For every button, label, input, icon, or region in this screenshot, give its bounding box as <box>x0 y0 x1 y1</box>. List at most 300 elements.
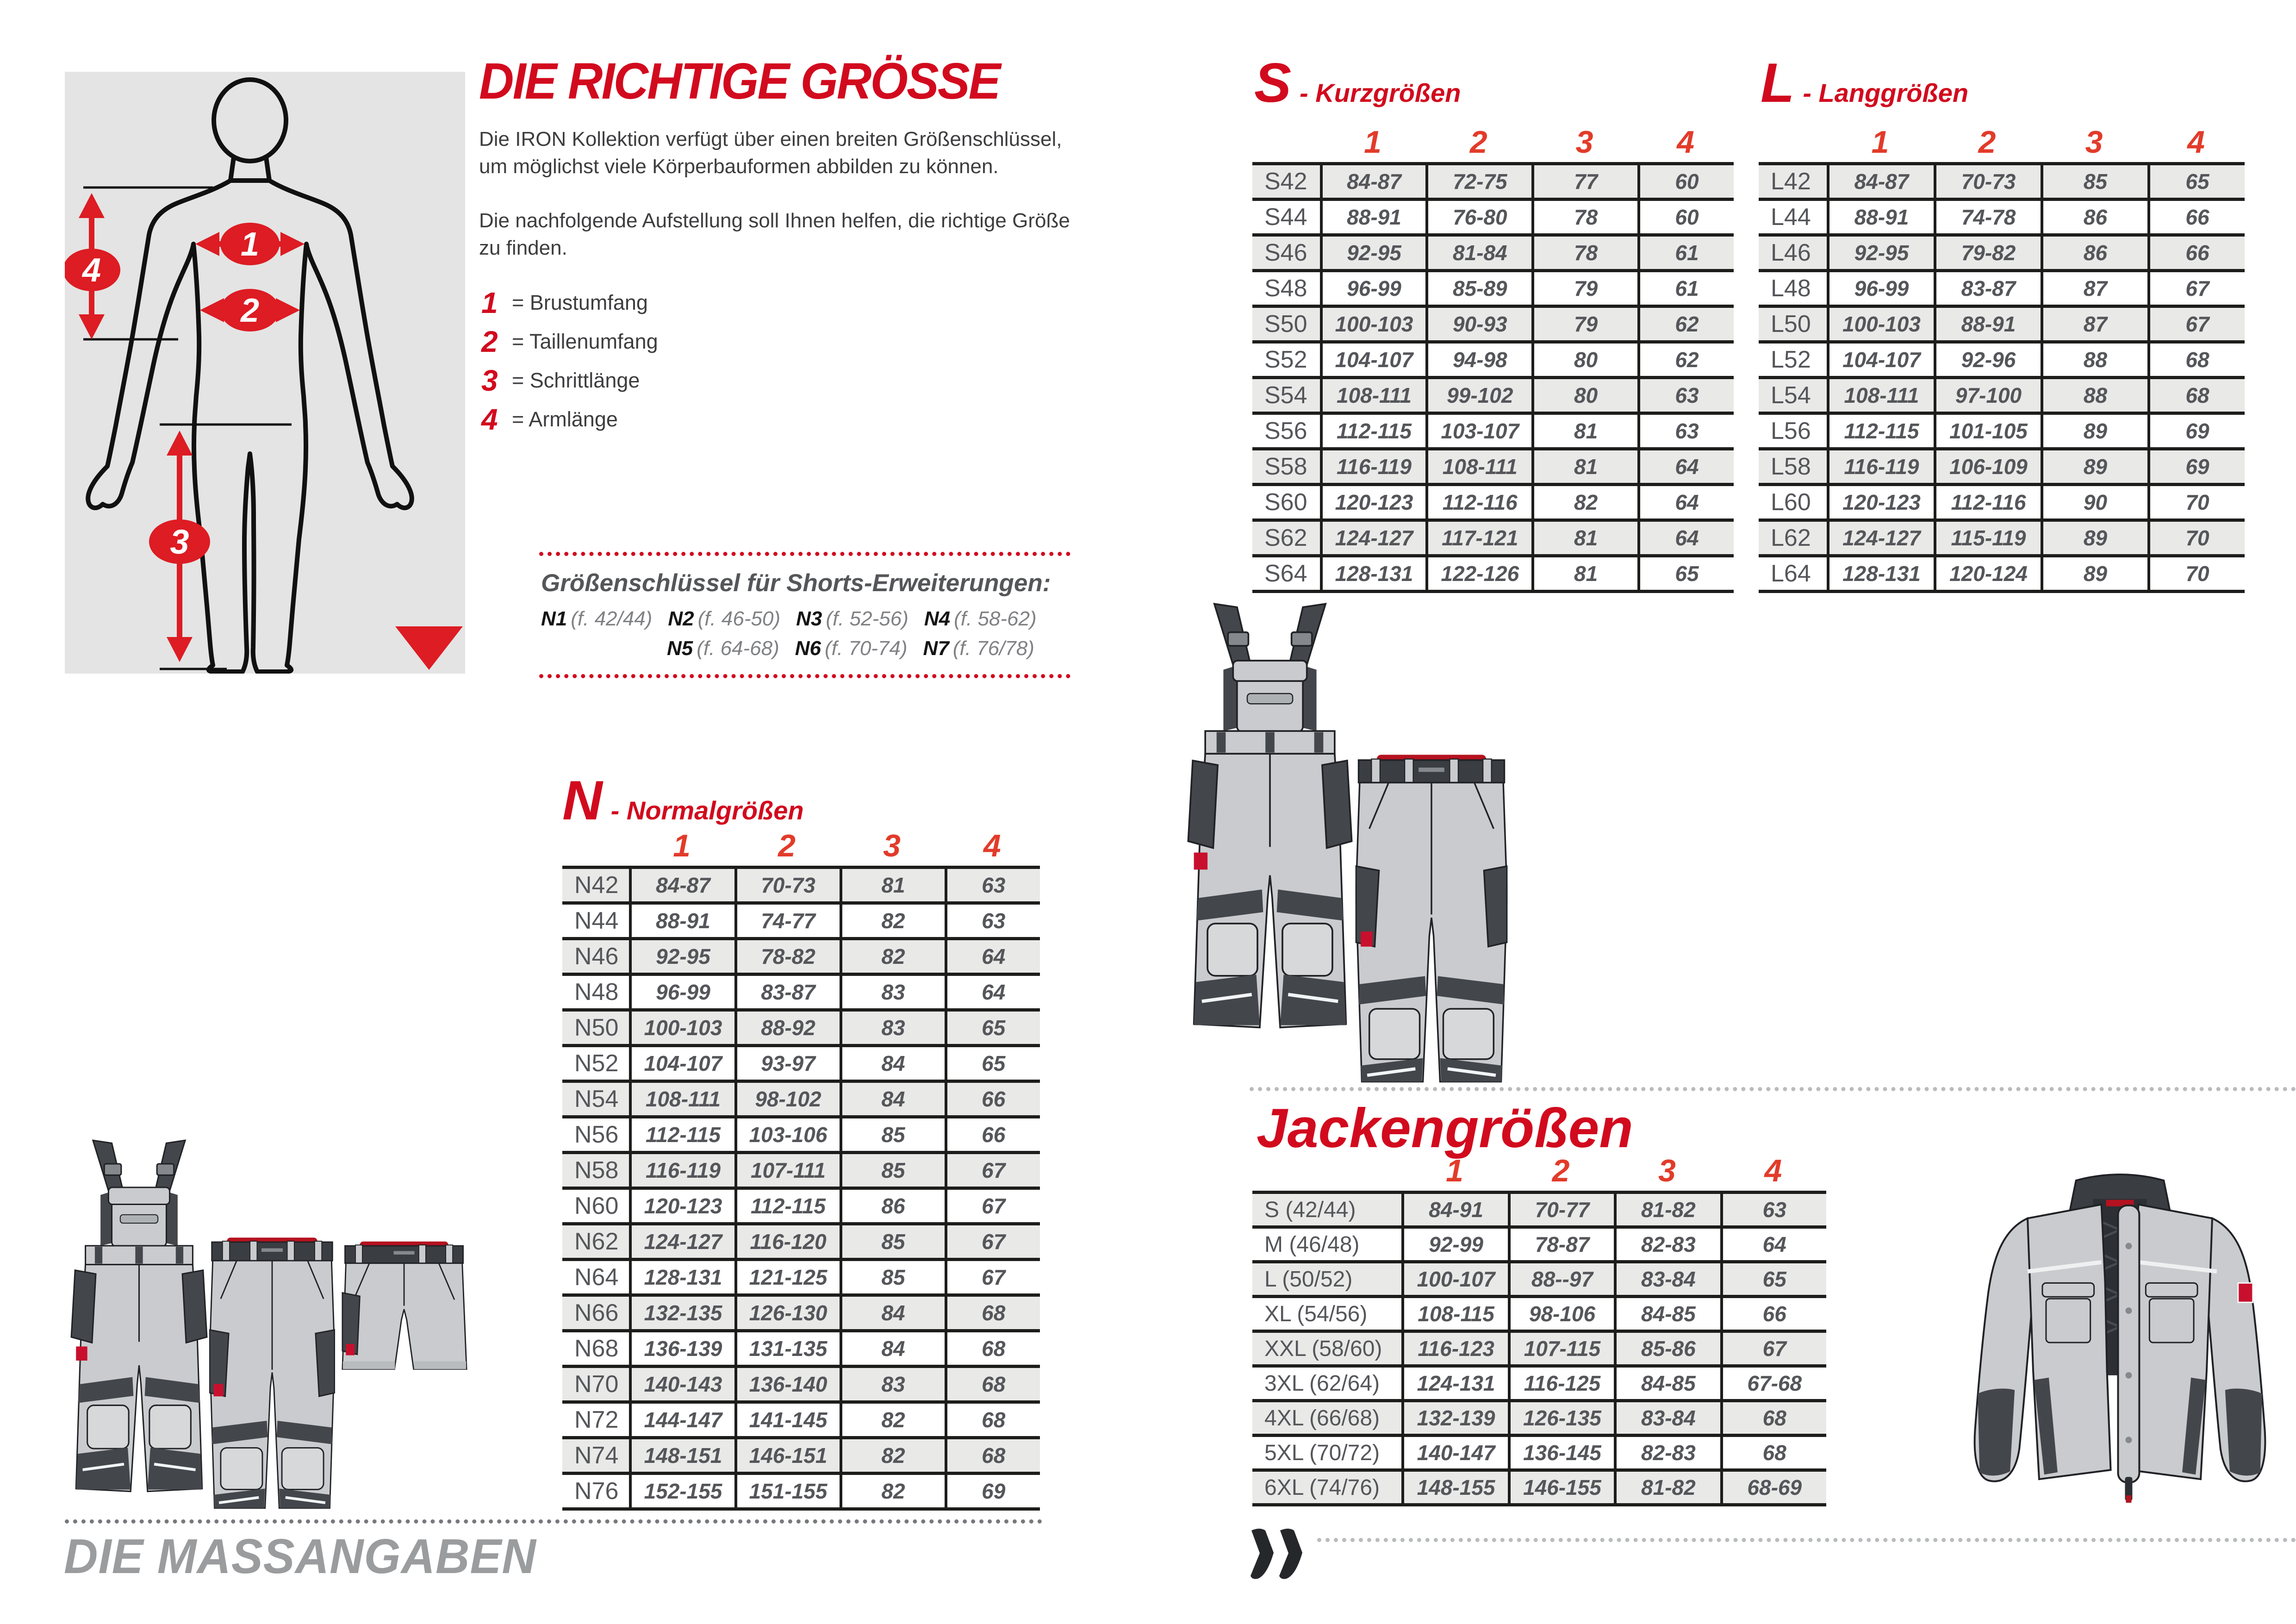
table-row <box>1252 1263 1826 1298</box>
work-jacket-illustration <box>1957 1172 2283 1509</box>
back-length-value: 81-82 <box>1614 1194 1720 1225</box>
arm-value: 68 <box>2147 379 2245 412</box>
footer-title: DIE MASSANGABEN <box>64 1529 536 1584</box>
size-label: N72 <box>574 1406 619 1433</box>
shorts-key-item <box>796 607 908 631</box>
col-header-1: 1 <box>673 828 691 863</box>
size-label: L50 <box>1771 311 1811 337</box>
chest-value: 132-139 <box>1401 1402 1507 1434</box>
back-length-value: 81-82 <box>1614 1472 1720 1503</box>
waist-value: 88-92 <box>734 1012 840 1044</box>
section-letter: N <box>562 769 603 831</box>
table-row <box>1252 344 1734 379</box>
table-row <box>562 1332 1040 1368</box>
arm-value: 68 <box>945 1368 1040 1400</box>
table-row <box>562 869 1040 905</box>
inseam-value: 79 <box>1531 272 1637 305</box>
chest-value: 136-139 <box>629 1332 734 1365</box>
size-label: S58 <box>1264 453 1307 480</box>
size-label: L52 <box>1771 346 1811 373</box>
waist-value: 74-78 <box>1934 201 2041 233</box>
table-row <box>1252 1472 1826 1506</box>
inseam-value: 81 <box>1531 450 1637 483</box>
table-row <box>1252 1194 1826 1229</box>
waist-value: 112-116 <box>1425 486 1531 518</box>
legend-number: 1 <box>481 286 498 319</box>
size-label: S64 <box>1264 560 1307 587</box>
inseam-value: 86 <box>2041 237 2147 269</box>
shorts-key-item <box>795 637 908 660</box>
arm-value: 68 <box>1720 1402 1826 1434</box>
inseam-value: 80 <box>1531 344 1637 376</box>
arm-value: 62 <box>1637 344 1734 376</box>
table-row <box>1759 486 2245 522</box>
size-label: 4XL (66/68) <box>1264 1405 1380 1430</box>
size-label: L58 <box>1771 453 1811 480</box>
waist-value: 78-82 <box>734 940 840 973</box>
size-label: N74 <box>574 1442 619 1469</box>
arm-value: 70 <box>2147 522 2245 554</box>
table-row <box>1252 201 1734 237</box>
chest-value: 84-87 <box>1827 165 1934 198</box>
chest-value: 92-99 <box>1401 1229 1507 1260</box>
chest-value: 128-131 <box>629 1261 734 1293</box>
chest-value: 108-111 <box>1827 379 1934 412</box>
arm-value: 68 <box>945 1404 1040 1436</box>
legend-number: 3 <box>481 364 498 397</box>
waist-value: 122-126 <box>1425 557 1531 590</box>
waist-value: 112-116 <box>1934 486 2041 518</box>
arm-value: 68 <box>1720 1437 1826 1468</box>
size-label: L64 <box>1771 560 1811 587</box>
svg-text:4: 4 <box>82 252 101 289</box>
chest-value: 88-91 <box>1827 201 1934 233</box>
table-row <box>562 1083 1040 1118</box>
size-label: S60 <box>1264 489 1307 516</box>
back-length-value: 83-84 <box>1614 1402 1720 1434</box>
arm-value: 67 <box>1720 1333 1826 1364</box>
size-label: S42 <box>1264 168 1307 195</box>
waist-value: 85-89 <box>1425 272 1531 305</box>
chest-value: 108-111 <box>629 1083 734 1115</box>
size-label: S (42/44) <box>1264 1197 1356 1222</box>
inseam-value: 84 <box>840 1083 945 1115</box>
arm-value: 68 <box>945 1332 1040 1365</box>
shorts-key-code: N2 <box>668 607 694 630</box>
inseam-value: 80 <box>1531 379 1637 412</box>
chest-value: 124-127 <box>1320 522 1426 554</box>
table-normalgroessen <box>562 825 1040 1511</box>
table-row <box>562 1297 1040 1332</box>
table-row <box>562 1012 1040 1047</box>
table-row <box>562 1154 1040 1190</box>
inseam-value: 78 <box>1531 237 1637 269</box>
col-header-2: 2 <box>1552 1153 1570 1188</box>
body-measurement-diagram <box>65 72 465 674</box>
size-label: L54 <box>1771 382 1811 409</box>
size-label: M (46/48) <box>1264 1232 1360 1257</box>
waist-value: 97-100 <box>1934 379 2041 412</box>
back-length-value: 85-86 <box>1614 1333 1720 1364</box>
table-row <box>1252 450 1734 486</box>
inseam-value: 77 <box>1531 165 1637 198</box>
waist-value: 107-115 <box>1508 1333 1614 1364</box>
inseam-value: 82 <box>840 940 945 973</box>
arm-value: 63 <box>945 869 1040 901</box>
size-label: N66 <box>574 1299 619 1326</box>
table-row <box>562 1190 1040 1225</box>
waist-value: 121-125 <box>734 1261 840 1293</box>
inseam-value: 86 <box>2041 201 2147 233</box>
col-header-1: 1 <box>1364 125 1381 160</box>
waist-value: 81-84 <box>1425 237 1531 269</box>
size-label: L62 <box>1771 525 1811 551</box>
table-row <box>1252 165 1734 201</box>
table-row <box>1252 1437 1826 1472</box>
table-row <box>1252 237 1734 272</box>
table-row <box>1252 379 1734 415</box>
inseam-value: 85 <box>840 1118 945 1151</box>
table-body <box>1759 162 2245 593</box>
back-length-value: 83-84 <box>1614 1263 1720 1295</box>
size-label: N44 <box>574 907 619 934</box>
intro-paragraph-2: Die nachfolgende Aufstellung soll Ihnen helfen, die richtige Größe zu finden. <box>479 209 1070 259</box>
arm-value: 64 <box>945 976 1040 1008</box>
table-body <box>1252 162 1734 593</box>
inseam-value: 78 <box>1531 201 1637 233</box>
waist-value: 131-135 <box>734 1332 840 1365</box>
waist-value: 117-121 <box>1425 522 1531 554</box>
chest-value: 128-131 <box>1827 557 1934 590</box>
chest-value: 116-119 <box>1827 450 1934 483</box>
inseam-value: 89 <box>2041 522 2147 554</box>
legend-label: = Taillenumfang <box>512 330 658 353</box>
section-letter: L <box>1761 52 1795 114</box>
chest-value: 92-95 <box>1320 237 1426 269</box>
table-row <box>562 1225 1040 1261</box>
shorts-size-key-box <box>539 552 1070 678</box>
size-label: L56 <box>1771 418 1811 444</box>
arm-value: 67-68 <box>1720 1368 1826 1399</box>
back-length-value: 82-83 <box>1614 1437 1720 1468</box>
size-label: L42 <box>1771 168 1811 195</box>
shorts-key-row-1 <box>541 607 1069 631</box>
inseam-value: 82 <box>840 1439 945 1472</box>
arm-value: 65 <box>945 1012 1040 1044</box>
arm-value: 60 <box>1637 165 1734 198</box>
back-length-value: 84-85 <box>1614 1368 1720 1399</box>
inseam-value: 83 <box>840 1368 945 1400</box>
legend-item <box>481 322 658 361</box>
table-body <box>562 866 1040 1511</box>
chest-value: 100-107 <box>1401 1263 1507 1295</box>
chest-value: 96-99 <box>1320 272 1426 305</box>
shorts-key-range: (f. 46-50) <box>697 607 781 630</box>
arm-value: 68-69 <box>1720 1472 1826 1503</box>
arm-value: 63 <box>1637 379 1734 412</box>
table-row <box>562 940 1040 976</box>
chest-value: 116-119 <box>629 1154 734 1187</box>
table-row <box>1759 379 2245 415</box>
inseam-value: 79 <box>1531 308 1637 340</box>
table-header-row <box>1252 1132 1826 1191</box>
waist-value: 88-91 <box>1934 308 2041 340</box>
waist-value: 151-155 <box>734 1475 840 1507</box>
measure-legend <box>481 283 658 439</box>
size-label: N54 <box>574 1086 619 1112</box>
arm-value: 66 <box>945 1083 1040 1115</box>
arm-value: 65 <box>945 1047 1040 1080</box>
col-header-2: 2 <box>778 828 796 863</box>
chest-value: 124-127 <box>629 1225 734 1258</box>
bib-overall-illustration-large <box>1185 555 1355 1082</box>
shorts-key-code: N6 <box>795 637 821 660</box>
table-row <box>562 1261 1040 1297</box>
col-header-1: 1 <box>1871 125 1889 160</box>
legend-item <box>481 361 658 400</box>
table-row <box>1252 1298 1826 1333</box>
col-header-3: 3 <box>1658 1153 1676 1188</box>
arm-value: 65 <box>1637 557 1734 590</box>
inseam-value: 84 <box>840 1047 945 1080</box>
waist-value: 78-87 <box>1508 1229 1614 1260</box>
table-row <box>1252 522 1734 557</box>
chest-value: 104-107 <box>629 1047 734 1080</box>
table-row <box>1759 557 2245 593</box>
chest-value: 112-115 <box>1827 415 1934 447</box>
svg-text:3: 3 <box>170 523 189 561</box>
size-label: L (50/52) <box>1264 1267 1353 1292</box>
svg-text:2: 2 <box>240 292 260 329</box>
table-row <box>1759 415 2245 450</box>
inseam-value: 89 <box>2041 450 2147 483</box>
chest-value: 116-119 <box>1320 450 1426 483</box>
shorts-key-item <box>924 607 1037 631</box>
waist-value: 116-120 <box>734 1225 840 1258</box>
chest-value: 124-131 <box>1401 1368 1507 1399</box>
arm-value: 66 <box>1720 1298 1826 1330</box>
waist-value: 146-151 <box>734 1439 840 1472</box>
arm-value: 64 <box>1720 1229 1826 1260</box>
waist-value: 70-73 <box>1934 165 2041 198</box>
inseam-value: 89 <box>2041 557 2147 590</box>
shorts-key-item <box>541 607 652 631</box>
table-row <box>1759 165 2245 201</box>
table-row <box>1759 450 2245 486</box>
size-label: N50 <box>574 1014 619 1041</box>
body-figure-icon <box>65 72 465 674</box>
chest-value: 112-115 <box>629 1118 734 1151</box>
shorts-key-item <box>923 637 1034 660</box>
table-row <box>1252 272 1734 308</box>
chest-value: 120-123 <box>629 1190 734 1222</box>
table-row <box>562 1368 1040 1404</box>
col-header-2: 2 <box>1469 125 1487 160</box>
arm-value: 68 <box>2147 344 2245 376</box>
shorts-key-range: (f. 64-68) <box>697 637 779 660</box>
waist-value: 107-111 <box>734 1154 840 1187</box>
table-langgroessen <box>1759 121 2245 593</box>
arm-value: 67 <box>945 1190 1040 1222</box>
table-row <box>562 1475 1040 1511</box>
legend-item <box>481 283 658 322</box>
legend-item <box>481 400 658 439</box>
arm-value: 69 <box>2147 415 2245 447</box>
chest-value: 140-147 <box>1401 1437 1507 1468</box>
legend-number: 2 <box>481 325 498 358</box>
table-row <box>1759 522 2245 557</box>
arm-value: 64 <box>945 940 1040 973</box>
table-row <box>1252 308 1734 344</box>
waist-value: 116-125 <box>1508 1368 1614 1399</box>
arm-value: 67 <box>2147 272 2245 305</box>
arm-value: 64 <box>1637 522 1734 554</box>
size-label: XL (54/56) <box>1264 1301 1368 1326</box>
shorts-key-code: N7 <box>923 637 949 660</box>
table-row <box>1252 1368 1826 1402</box>
chest-value: 84-87 <box>1320 165 1426 198</box>
size-label: S54 <box>1264 382 1307 409</box>
shorts-key-range: (f. 42/44) <box>571 607 653 630</box>
table-row <box>1759 237 2245 272</box>
arm-value: 65 <box>1720 1263 1826 1295</box>
inseam-value: 83 <box>840 976 945 1008</box>
col-header-1: 1 <box>1446 1153 1463 1188</box>
work-shorts-illustration <box>342 1232 467 1394</box>
size-label: S62 <box>1264 525 1307 551</box>
table-row <box>562 1118 1040 1154</box>
arm-value: 63 <box>1720 1194 1826 1225</box>
waist-value: 126-130 <box>734 1297 840 1329</box>
size-label: N56 <box>574 1121 619 1148</box>
size-label: S56 <box>1264 418 1307 444</box>
waist-value: 126-135 <box>1508 1402 1614 1434</box>
arm-value: 62 <box>1637 308 1734 340</box>
table-row <box>562 905 1040 940</box>
arm-value: 66 <box>2147 237 2245 269</box>
chest-value: 116-123 <box>1401 1333 1507 1364</box>
chest-value: 140-143 <box>629 1368 734 1400</box>
chest-value: 84-87 <box>629 869 734 901</box>
chest-value: 100-103 <box>629 1012 734 1044</box>
size-label: S52 <box>1264 346 1307 373</box>
size-label: N60 <box>574 1193 619 1219</box>
col-header-4: 4 <box>983 828 1001 863</box>
arm-value: 68 <box>945 1439 1040 1472</box>
size-label: L60 <box>1771 489 1811 516</box>
inseam-value: 83 <box>840 1012 945 1044</box>
inseam-value: 87 <box>2041 272 2147 305</box>
inseam-value: 82 <box>840 1475 945 1507</box>
chest-value: 96-99 <box>1827 272 1934 305</box>
inseam-value: 82 <box>840 1404 945 1436</box>
chest-value: 92-95 <box>1827 237 1934 269</box>
section-subtitle: - Kurzgrößen <box>1300 78 1461 107</box>
double-chevron-right-icon <box>1250 1527 1310 1580</box>
table-row <box>1759 344 2245 379</box>
arm-value: 67 <box>945 1261 1040 1293</box>
shorts-key-code: N4 <box>924 607 951 630</box>
inseam-value: 82 <box>1531 486 1637 518</box>
waist-value: 70-73 <box>734 869 840 901</box>
table-row <box>1252 1402 1826 1437</box>
inseam-value: 81 <box>1531 522 1637 554</box>
size-label: N46 <box>574 943 619 970</box>
waist-value: 120-124 <box>1934 557 2041 590</box>
section-letter: S <box>1254 52 1292 114</box>
col-header-4: 4 <box>2187 125 2205 160</box>
chest-value: 100-103 <box>1320 308 1426 340</box>
table-row <box>1252 415 1734 450</box>
shorts-key-item <box>668 607 780 631</box>
chest-value: 92-95 <box>629 940 734 973</box>
waist-value: 98-106 <box>1508 1298 1614 1330</box>
waist-value: 93-97 <box>734 1047 840 1080</box>
chest-value: 88-91 <box>1320 201 1426 233</box>
chest-value: 132-135 <box>629 1297 734 1329</box>
inseam-value: 81 <box>1531 415 1637 447</box>
shorts-key-code: N5 <box>667 637 693 660</box>
arm-value: 67 <box>2147 308 2245 340</box>
arm-value: 61 <box>1637 272 1734 305</box>
waist-value: 94-98 <box>1425 344 1531 376</box>
arm-value: 69 <box>2147 450 2245 483</box>
size-label: N64 <box>574 1264 619 1291</box>
intro-paragraph-1: Die IRON Kollektion verfügt über einen breiten Größenschlüssel, um möglichst viele Körperbauformen abbilden zu können. <box>479 128 1062 178</box>
waist-value: 76-80 <box>1425 201 1531 233</box>
size-label: XXL (58/60) <box>1264 1336 1382 1361</box>
col-header-3: 3 <box>1575 125 1593 160</box>
arm-value: 66 <box>945 1118 1040 1151</box>
size-label: S44 <box>1264 204 1307 231</box>
waist-value: 79-82 <box>1934 237 2041 269</box>
waist-value: 103-107 <box>1425 415 1531 447</box>
col-header-3: 3 <box>2085 125 2103 160</box>
waist-value: 146-155 <box>1508 1472 1614 1503</box>
work-trousers-illustration-large <box>1355 754 1508 1083</box>
waist-value: 90-93 <box>1425 308 1531 340</box>
size-label: S48 <box>1264 275 1307 302</box>
waist-value: 88--97 <box>1508 1263 1614 1295</box>
shorts-key-title: Größenschlüssel für Shorts-Erweiterungen: <box>541 569 1051 597</box>
table-row <box>562 1404 1040 1439</box>
inseam-value: 85 <box>840 1225 945 1258</box>
chest-value: 84-91 <box>1401 1194 1507 1225</box>
size-label: 6XL (74/76) <box>1264 1475 1380 1500</box>
chest-value: 152-155 <box>629 1475 734 1507</box>
table-row <box>1252 1333 1826 1368</box>
chest-value: 120-123 <box>1827 486 1934 518</box>
inseam-value: 88 <box>2041 379 2147 412</box>
arm-value: 68 <box>945 1297 1040 1329</box>
chest-value: 88-91 <box>629 905 734 937</box>
chest-value: 144-147 <box>629 1404 734 1436</box>
table-row <box>562 1047 1040 1083</box>
waist-value: 72-75 <box>1425 165 1531 198</box>
work-trousers-illustration <box>209 1232 335 1514</box>
col-header-4: 4 <box>1677 125 1694 160</box>
inseam-value: 89 <box>2041 415 2147 447</box>
table-header-row <box>1759 121 2245 162</box>
legend-label: = Schrittlänge <box>512 369 640 392</box>
arm-value: 63 <box>945 905 1040 937</box>
size-label: N48 <box>574 979 619 1006</box>
arm-value: 67 <box>945 1154 1040 1187</box>
size-label: N52 <box>574 1050 619 1077</box>
section-header-kurzgroessen <box>1254 51 1461 115</box>
size-label: 5XL (70/72) <box>1264 1440 1380 1465</box>
size-label: N76 <box>574 1478 619 1505</box>
